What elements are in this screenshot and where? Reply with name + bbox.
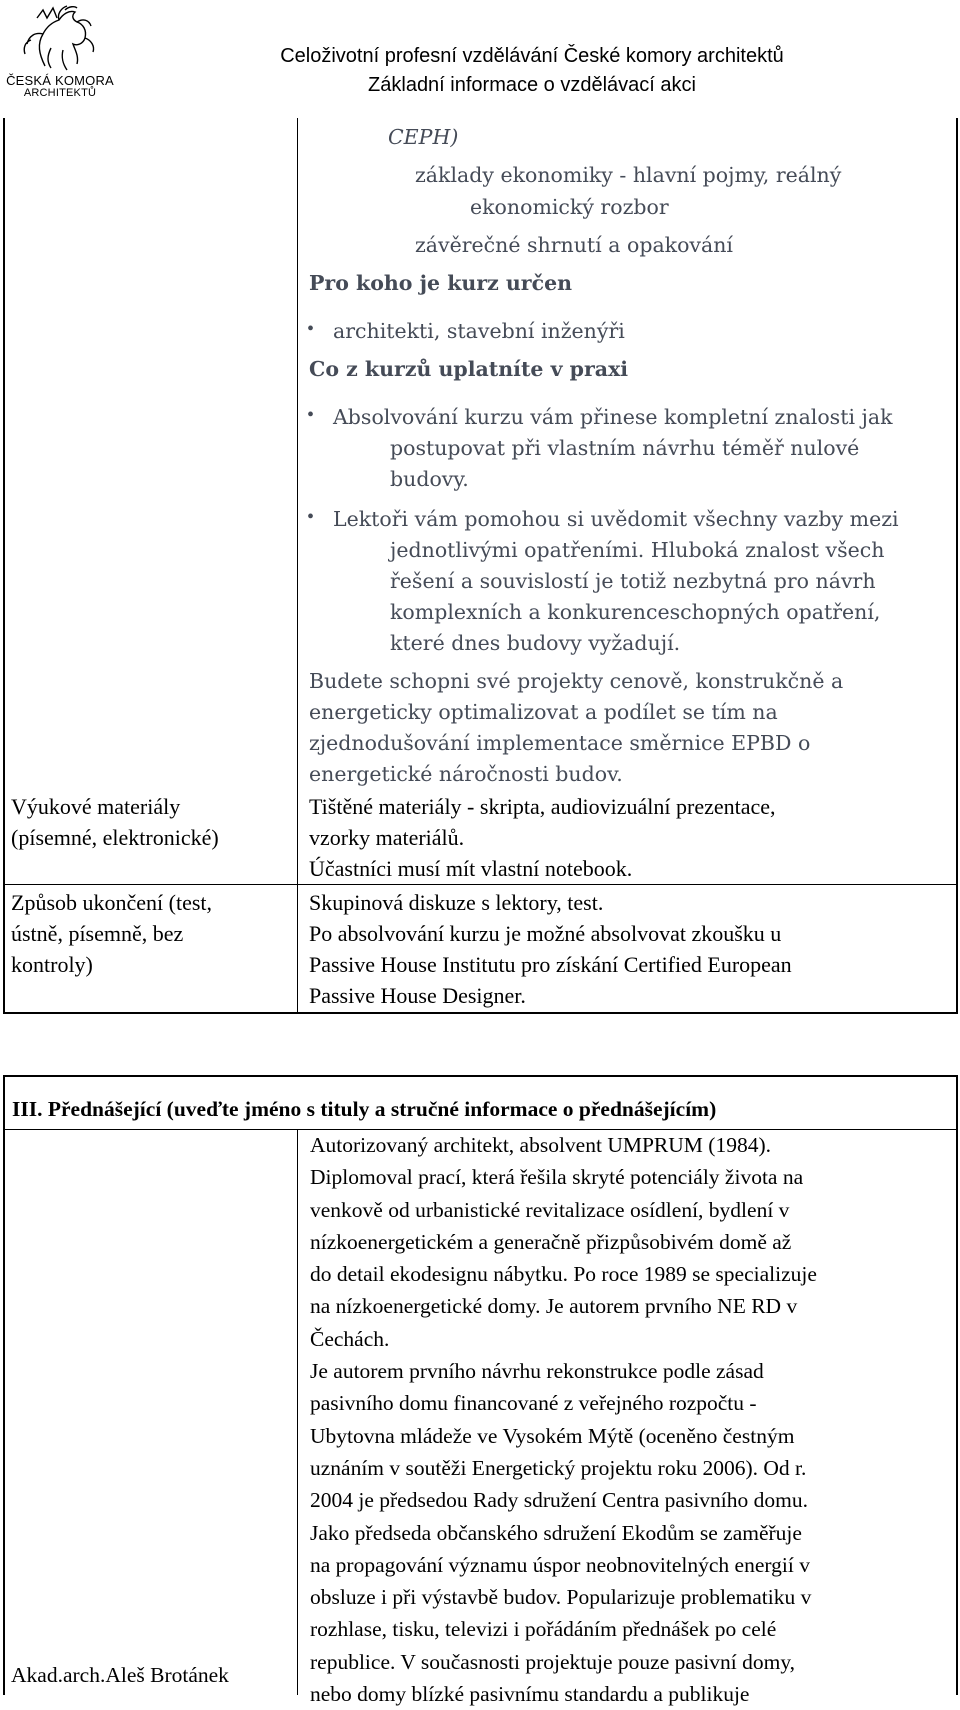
table-border-left: [3, 1075, 5, 1695]
document-title: [232, 42, 832, 100]
continued-fragment: CEPH): [388, 125, 459, 149]
bio-line: obsluze i při výstavbě budov. Popularizuje problematiku v: [310, 1585, 812, 1610]
bio-line: Čechách.: [310, 1326, 390, 1351]
practice-item-line: které dnes budovy vyžadují.: [390, 631, 681, 655]
practice-item-line: jednotlivými opatřeními. Hluboká znalost všech: [390, 538, 885, 562]
bio-line: Autorizovaný architekt, absolvent UMPRUM (1984).: [310, 1133, 771, 1157]
materials-value: vzorky materiálů.: [309, 825, 465, 850]
bio-line: uznáním v soutěži Energetický projektu roku 2006). Od r.: [310, 1455, 807, 1480]
practice-item-line: postupovat při vlastním návrhu téměř nulové: [390, 436, 860, 460]
bullet-icon: •: [307, 318, 315, 340]
bio-line: 2004 je předsedou Rady sdružení Centra pasivního domu.: [310, 1488, 808, 1513]
materials-value: Tištěné materiály - skripta, audiovizuální prezentace,: [309, 794, 776, 819]
practice-item-line: komplexních a konkurenceschopných opatření,: [390, 600, 881, 624]
completion-label: Způsob ukončení (test,: [11, 890, 213, 915]
section-heading: III. Přednášející (uveďte jméno s tituly a stručné informace o přednášejícím): [12, 1097, 717, 1121]
completion-label: ústně, písemně, bez: [11, 921, 184, 946]
table-border-top: [3, 1075, 958, 1077]
bio-line: Diplomoval prací, která řešila skryté potenciály života na: [310, 1165, 804, 1190]
bio-line: venkově od urbanistické revitalizace osídlení, bydlení v: [310, 1197, 790, 1222]
practice-item-line: řešení a souvislostí je totiž nezbytná pro návrh: [390, 569, 876, 593]
title-line1: Celoživotní profesní vzdělávání České komory architektů: [280, 45, 784, 67]
bio-line: na propagování významu úspor neobnovitelných energií v: [310, 1552, 810, 1577]
chamber-logo: [4, 4, 116, 104]
materials-value: Účastníci musí mít vlastní notebook.: [309, 856, 633, 881]
bio-line: rozhlase, tisku, televizi i pořádáním přednášek po celé: [310, 1617, 777, 1642]
title-line2: Základní informace o vzdělávací akci: [368, 74, 696, 96]
table-border-bottom: [3, 1012, 958, 1014]
summary-line: energeticky optimalizovat a podílet se tím na: [309, 700, 778, 724]
bio-line: Je autorem prvního návrhu rekonstrukce podle zásad: [310, 1359, 764, 1384]
lecturer-name: Akad.arch.Aleš Brotánek: [11, 1663, 229, 1687]
logo-text-line2: ARCHITEKTŮ: [23, 87, 97, 99]
completion-value: Passive House Institutu pro získání Certified European: [309, 952, 792, 977]
lion-emblem-icon: [17, 4, 103, 74]
practice-heading: Co z kurzů uplatníte v praxi: [309, 357, 629, 381]
logo-text-line1: ČESKÁ KOMORA: [6, 73, 114, 88]
table-border-right: [956, 118, 958, 1014]
summary-line: Budete schopni své projekty cenově, konstrukčně a: [309, 669, 844, 693]
topic-line: ekonomický rozbor: [470, 195, 669, 219]
table-column-divider: [297, 1129, 298, 1695]
table-border-right: [956, 1075, 958, 1695]
lecturer-table: [3, 1075, 958, 1707]
bio-line: Ubytovna mládeže ve Vysokém Mýtě (oceněno čestným: [310, 1423, 795, 1448]
materials-label: (písemné, elektronické): [11, 825, 219, 850]
table-column-divider: [297, 118, 298, 1014]
practice-item-line: Lektoři vám pomohou si uvědomit všechny vazby mezi: [333, 507, 899, 531]
practice-item-line: Absolvování kurzu vám přinese kompletní znalosti jak: [333, 405, 893, 429]
target-heading: Pro koho je kurz určen: [309, 271, 573, 295]
completion-value: Po absolvování kurzu je možné absolvovat zkoušku u: [309, 921, 782, 946]
lecturer-bio: [310, 1129, 950, 1710]
practice-item-line: budovy.: [390, 467, 469, 491]
target-item: architekti, stavební inženýři: [333, 319, 625, 343]
table-border-left: [3, 118, 5, 1014]
table-row-divider: [3, 884, 958, 885]
bio-line: republice. V současnosti projektuje pouze pasivní domy,: [310, 1649, 796, 1674]
page-header: [0, 0, 960, 118]
bio-line: do detail ekodesignu nábytku. Po roce 1989 se specializuje: [310, 1262, 817, 1287]
summary-line: energetické náročnosti budov.: [309, 762, 623, 786]
bio-line: nebo domy blízké pasivnímu standardu a publikuje: [310, 1682, 750, 1707]
completion-label: kontroly): [11, 952, 93, 977]
bio-line: na nízkoenergetické domy. Je autorem prvního NE RD v: [310, 1294, 798, 1319]
completion-value: Passive House Designer.: [309, 983, 526, 1008]
materials-label: Výukové materiály: [11, 794, 181, 819]
topic-line: základy ekonomiky - hlavní pojmy, reálný: [415, 163, 842, 187]
bio-line: pasivního domu financované z veřejného rozpočtu -: [310, 1391, 757, 1416]
summary-line: zjednodušování implementace směrnice EPBD o: [309, 731, 811, 755]
bullet-icon: •: [307, 404, 315, 426]
topic-line: závěrečné shrnutí a opakování: [415, 233, 733, 257]
bio-line: nízkoenergetickém a generačně přizpůsobivém domě až: [310, 1229, 792, 1254]
bullet-icon: •: [307, 506, 315, 528]
bio-line: Jako předseda občanského sdružení Ekodům se zaměřuje: [310, 1520, 802, 1545]
completion-value: Skupinová diskuze s lektory, test.: [309, 890, 604, 915]
